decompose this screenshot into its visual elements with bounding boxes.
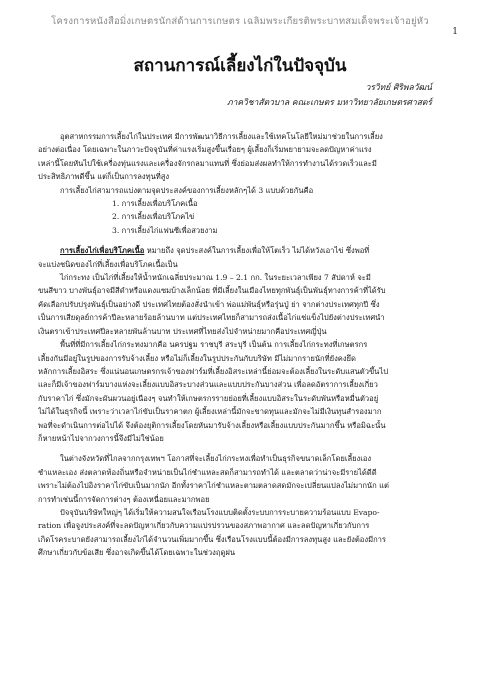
page-number: 1: [452, 27, 458, 37]
text-line: พื้นที่ที่มีการเลี้ยงไก่กระทงมากคือ นครปฐม ราชบุรี สระบุรี เป็นต้น การเลี้ยงไก่กระทงที่เกษตรกร: [60, 340, 368, 350]
text-line: กับราคาไก่ ซึ่งมักจะผันผวนอยู่เนืองๆ จนทำให้เกษตรกรรายย่อยที่เลี้ยงแบบอิสระในระดับพันหรือหมื่นตัวอยู่: [38, 393, 379, 403]
section-first-text: หมายถึง จุดประสงค์ในการเลี้ยงเพื่อให้โตเร็ว ไม่ได้หวังเอาไข่ ซึ่งพอที่: [144, 246, 370, 256]
list-item: 1. การเลี้ยงเพื่อบริโภคเนื้อ: [112, 199, 198, 209]
article-body: [38, 130, 456, 560]
section-broiler: [38, 244, 456, 271]
paragraph-provincial: [38, 452, 456, 506]
running-header: โครงการหนังสือมิ่งเกษตรนักส่ด้านการเกษตร เฉลิมพระเกียรติพระบาทสมเด็จพระเจ้าอยู่หัว: [51, 16, 429, 27]
paragraph-broiler-intro: [38, 271, 456, 338]
author-name: วรวิทย์ ศิริพลวัฒน์: [365, 83, 432, 93]
text-line: เพราะไม่ต้องไปอิงราคาไก่ขับเป็นมากนัก อีกทั้งราคาไก่ชำแหละตามตลาดสดมักจะเปลี่ยนแปลงไม่มากนัก แต่: [38, 481, 389, 491]
text-line: เป็นการเสียดุลย์การค้าปีละหลายร้อยล้านบาท แต่ประเทศไทยก็สามารถส่งเนื้อไก่แช่แข็งไปยังต่างประเทศนำ: [38, 313, 385, 323]
intro-paragraph: [38, 130, 456, 184]
paragraph-evaporation: [38, 506, 456, 560]
text-line: ration เพื่อจูงประสงค์ที่จะลดปัญหาเกี่ยวกับความแปรปรวนของสภาพอากาศ และลดปัญหาเกี่ยวกับการ: [38, 521, 370, 531]
section-heading: การเลี้ยงไก่เพื่อบริโภคเนื้อ: [60, 246, 145, 256]
list-item: 3. การเลี้ยงไก่แฟนซีเพื่อสวยงาม: [112, 225, 218, 235]
list-item: 2. การเลี้ยงเพื่อบริโภคไข่: [112, 212, 195, 222]
text-line: อย่างต่อเนื่อง โดยเฉพาะในภาวะปัจจุบันที่ค่าแรงเริ่มสูงขึ้นเรื่อยๆ ผู้เลี้ยงก็เริ่มพยายามจะลดปัญหาค่าแรง: [38, 145, 372, 155]
classification-list: [38, 197, 456, 237]
text-line: ประสิทธิภาพดีขึ้น แต่ก็เป็นการลงทุนที่สูง: [38, 172, 170, 182]
text-line: จะแบ่งชนิดของไก่ที่เลี้ยงเพื่อบริโภคเนื้อเป็น: [38, 259, 178, 269]
text-line: หลักการเลี้ยงอิสระ ซึ่งแน่นอนเกษตรกรเจ้าของฟาร์มที่เลี้ยงอิสระเหล่านี้ย่อมจะต้องเลี้ยงในระดับแสนตัวขึ้นไป: [38, 366, 389, 376]
text-line: คัดเลือกปรับปรุงพันธุ์เป็นอย่างดี ประเทศไทยต้องสั่งนำเข้า พ่อแม่พันธุ์หรือรุ่นปู่ ย่า จากต่างประเทศทุกปี ซึ่ง: [38, 299, 380, 309]
text-line: เหล่านี้โดยหันไปใช้เครื่องทุ่นแรงและเครื่องจักรกลมาแทนที่ ซึ่งย่อมส่งผลทำให้การทำงานได้รวดเร็วและมี: [38, 158, 377, 168]
text-line: ไม่ได้ในธุรกิจนี้ เพราะว่าเวลาไก่ขับเป็นราคาตก ผู้เลี้ยงเหล่านี้มักจะขาดทุนและมักจะไม่มีเงินทุนสำรองมาก: [38, 407, 382, 417]
text-line: ขนสีขาว บางพันธุ์อาจมีสีดำหรือแดงแซมบ้างเล็กน้อย ที่มีเลี้ยงในเมืองไทยทุกพันธุ์เป็นพันธุ์ทางการค้าที่ได้รับ: [38, 286, 386, 296]
section-first-line: [38, 244, 456, 257]
text-line: ก็หายหน้าไปจากวงการนี้จึงมีไม่ใช่น้อย: [38, 433, 164, 443]
text-line: ศึกษาเกี่ยวกับข้อเสีย ซึ่งอาจเกิดขึ้นได้โดยเฉพาะในช่วงฤดูฝน: [38, 548, 236, 558]
text-line: อุตสาหกรรมการเลี้ยงไก่ในประเทศ มีการพัฒนาวิธีการเลี้ยงและใช้เทคโนโลยีใหม่มาช่วยในการเลี้ยง: [60, 132, 383, 141]
text-line: เลี้ยงกันมีอยู่ในรูปของการรับจ้างเลี้ยง หรือไม่ก็เลี้ยงในรูปประกันกับบริษัท มีไม่มากรายนักที่ยังคงยึด: [38, 353, 356, 363]
classification-intro: การเลี้ยงไก่สามารถแบ่งตามจุดประสงค์ของการเลี้ยงหลักๆได้ 3 แบบด้วยกันคือ: [60, 185, 314, 195]
text-line: ไก่กระทง เป็นไก่ที่เลี้ยงให้น้ำหนักเฉลี่ยประมาณ 1.9 – 2.1 กก. ในระยะเวลาเพียง 7 สัปดาห์ จะมี: [60, 273, 371, 283]
text-line: การทำเช่นนี้การจัดการต่างๆ ต้องเหนื่อยและมากพอย: [38, 494, 210, 504]
text-line: ชำแหละเอง ส่งตลาดท้องถิ่นหรือจำหน่ายเป็นไก่ชำแหละสดก็สามารถทำได้ และตลาดว่าน่าจะมีรายได้ดีดี: [38, 467, 377, 477]
text-line: ในต่างจังหวัดที่ไกลจากกรุงเทพฯ โอกาสที่จะเลี้ยงไก่กระทงเพื่อทำเป็นธุรกิจขนาดเล็กโดยเลี้ยงเอง: [60, 454, 372, 464]
text-line: พอที่จะดำเนินการต่อไปได้ จึงต้องยุติการเลี้ยงโดยหันมารับจ้างเลี้ยงหรือเลี้ยงแบบประกันมากขึ้น หรือมิฉะนั้น: [38, 420, 386, 430]
page-title: สถานการณ์เลี้ยงไก่ในปัจจุบัน: [133, 56, 347, 76]
paragraph-areas: [38, 338, 456, 445]
text-line: ปัจจุบันบริษัทใหญ่ๆ ได้เริ่มให้ความสนใจเรือนโรงแบบติดตั้งระบบการระบายความร้อนแบบ Evapo-: [60, 507, 380, 517]
text-line: และก็มีเจ้าของฟาร์มบางแห่งจะเลี้ยงแบบอิสระบางส่วนและแบบประกันบางส่วน เพื่อลดอัตราการเลี้ยงเกี่ยว: [38, 380, 378, 390]
text-line: เกิดโรคระบาดยังสามารถเลี้ยงไก่ได้จำนวนเพิ่มมากขึ้น ซึ่งเรือนโรงแบบนี้ต้องมีการลงทุนสูง และยังต้องมีการ: [38, 534, 387, 544]
text-line: เงินตราเข้าประเทศปีละหลายพันล้านบาท ประเทศที่ไทยส่งไปจำหน่ายมากคือประเทศญี่ปุ่น: [38, 326, 327, 336]
author-affiliation: ภาควิชาสัตวบาล คณะเกษตร มหาวิทยาลัยเกษตรศาสตร์: [227, 98, 432, 108]
